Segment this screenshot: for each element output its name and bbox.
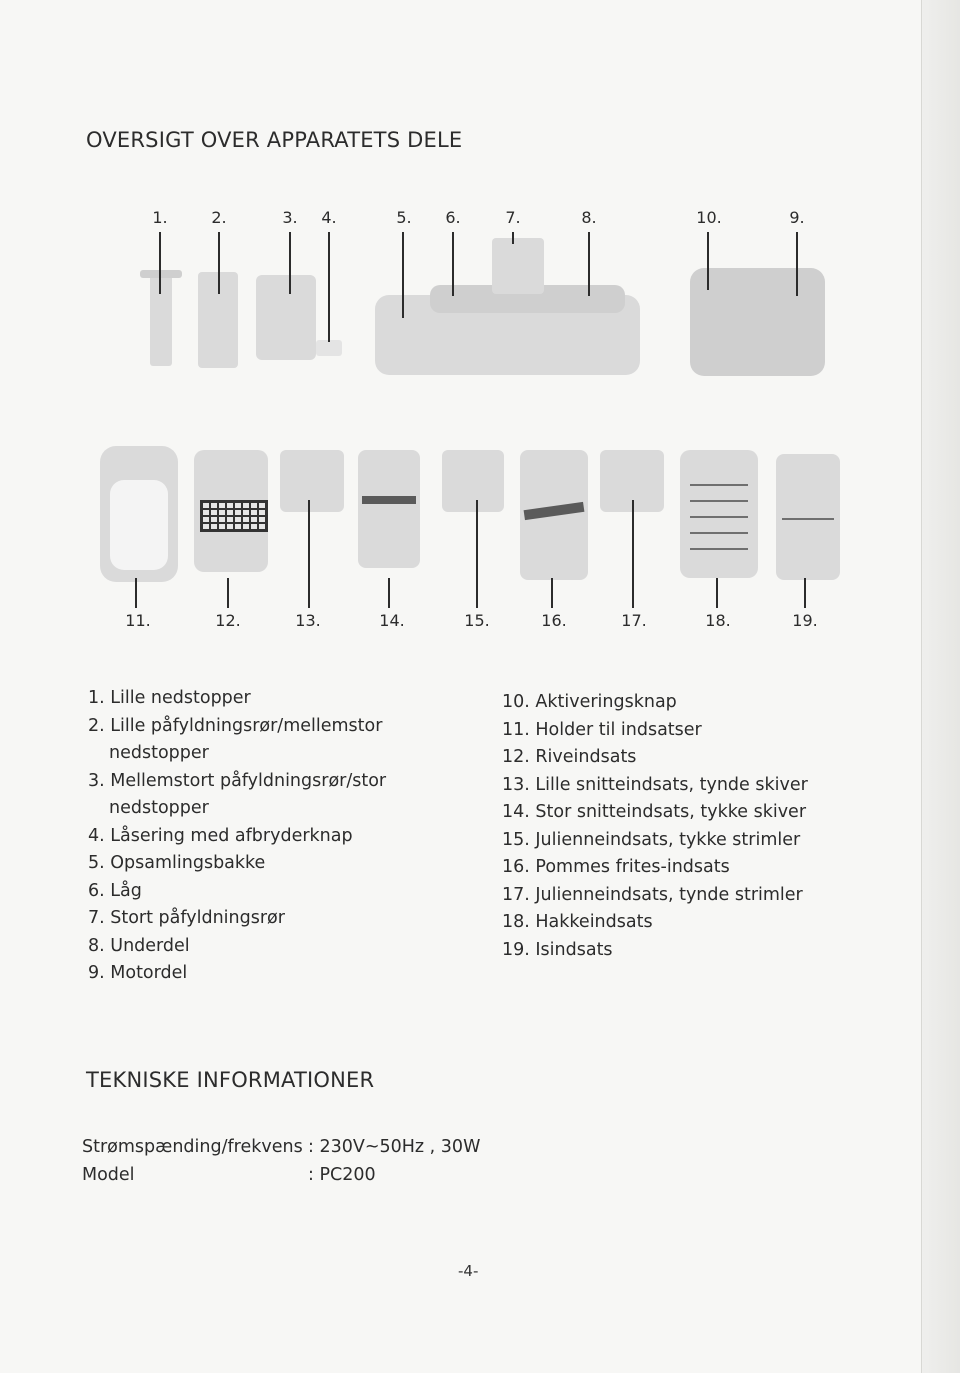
large-slicing-insert-illustration: [358, 450, 420, 568]
list-item: 4. Låsering med afbryderknap: [88, 825, 353, 846]
leader-3: [289, 232, 291, 294]
leader-16: [551, 578, 553, 608]
part-number-13: 13.: [295, 611, 321, 630]
parts-list-right: [502, 689, 808, 964]
list-item-continuation: nedstopper: [109, 798, 209, 818]
list-item: 9. Motordel: [88, 963, 188, 983]
list-item: 8. Underdel: [88, 935, 190, 956]
list-item: 7. Stort påfyldningsrør: [88, 908, 285, 928]
grating-holes: [200, 500, 268, 532]
parts-overview-heading: OVERSIGT OVER APPARATETS DELE: [86, 128, 463, 152]
list-item: 12. Riveindsats: [502, 747, 637, 767]
spec-label-power: Strømspænding/frekvens: [82, 1137, 303, 1157]
large-slicing-blade: [362, 496, 416, 504]
part-number-15: 15.: [464, 611, 490, 630]
chopping-slot: [690, 500, 748, 502]
list-item-continuation: nedstopper: [109, 743, 209, 763]
part-number-2: 2.: [211, 208, 227, 227]
part-number-17: 17.: [621, 611, 647, 630]
part-number-1: 1.: [152, 208, 168, 227]
ice-insert-slot: [782, 518, 834, 520]
leader-10: [707, 232, 709, 290]
leader-6: [452, 232, 454, 296]
part-number-3: 3.: [282, 208, 298, 227]
leader-4: [328, 232, 330, 342]
spec-value-model: : PC200: [308, 1165, 376, 1185]
leader-18: [716, 578, 718, 608]
chopping-slot: [690, 548, 748, 550]
part-number-14: 14.: [379, 611, 405, 630]
part-number-8: 8.: [581, 208, 597, 227]
chopping-slot: [690, 484, 748, 486]
spec-label-model: Model: [82, 1165, 135, 1185]
medium-feed-tube-illustration: [256, 275, 316, 360]
part-number-4: 4.: [321, 208, 337, 227]
list-item: 5. Opsamlingsbakke: [88, 853, 266, 873]
part-number-7: 7.: [505, 208, 521, 227]
thick-julienne-insert-illustration: [442, 450, 504, 512]
part-number-5: 5.: [396, 208, 412, 227]
leader-1: [159, 232, 161, 294]
leader-12: [227, 578, 229, 608]
list-item: 3. Mellemstort påfyldningsrør/stor: [88, 770, 387, 791]
leader-17: [632, 500, 634, 608]
chopping-insert-illustration: [680, 450, 758, 578]
motor-unit-illustration: [690, 268, 825, 376]
part-number-19: 19.: [792, 611, 818, 630]
small-pusher-illustration: [150, 274, 172, 366]
leader-13: [308, 500, 310, 608]
list-item: 2. Lille påfyldningsrør/mellemstor: [88, 715, 383, 736]
leader-8: [588, 232, 590, 296]
list-item: 6. Låg: [88, 880, 142, 901]
leader-7: [512, 232, 514, 244]
part-number-16: 16.: [541, 611, 567, 630]
list-item: 14. Stor snitteindsats, tykke skiver: [502, 802, 807, 822]
list-item: 15. Julienneindsats, tykke strimler: [502, 829, 801, 850]
leader-11: [135, 578, 137, 608]
list-item: 18. Hakkeindsats: [502, 912, 653, 932]
part-number-11: 11.: [125, 611, 151, 630]
list-item: 11. Holder til indsatser: [502, 719, 702, 740]
ice-insert-illustration: [776, 454, 840, 580]
part-number-18: 18.: [705, 611, 731, 630]
part-number-10: 10.: [696, 208, 722, 227]
list-item: 13. Lille snitteindsats, tynde skiver: [502, 774, 808, 795]
large-feed-tube-illustration: [492, 238, 544, 294]
chopping-slot: [690, 516, 748, 518]
leader-9: [796, 232, 798, 296]
parts-list-left: [88, 685, 386, 988]
leader-2: [218, 232, 220, 294]
leader-5: [402, 232, 404, 318]
list-item: 19. Isindsats: [502, 939, 613, 960]
chopping-slot: [690, 532, 748, 534]
leader-19: [804, 578, 806, 608]
page-number: -4-: [458, 1262, 479, 1280]
spec-value-power: : 230V~50Hz , 30W: [308, 1137, 481, 1157]
part-number-6: 6.: [445, 208, 461, 227]
list-item: 10. Aktiveringsknap: [502, 692, 677, 712]
list-item: 1. Lille nedstopper: [88, 688, 251, 708]
insert-holder-opening: [110, 480, 168, 570]
small-pusher-cap: [140, 270, 182, 278]
part-number-12: 12.: [215, 611, 241, 630]
page-edge: [921, 0, 960, 1373]
part-number-9: 9.: [789, 208, 805, 227]
locking-ring-illustration: [316, 340, 342, 356]
list-item: 16. Pommes frites-indsats: [502, 857, 730, 877]
list-item: 17. Julienneindsats, tynde strimler: [502, 884, 803, 905]
tech-info-heading: TEKNISKE INFORMATIONER: [86, 1068, 375, 1092]
leader-15: [476, 500, 478, 608]
leader-14: [388, 578, 390, 608]
small-slicing-insert-illustration: [280, 450, 344, 512]
